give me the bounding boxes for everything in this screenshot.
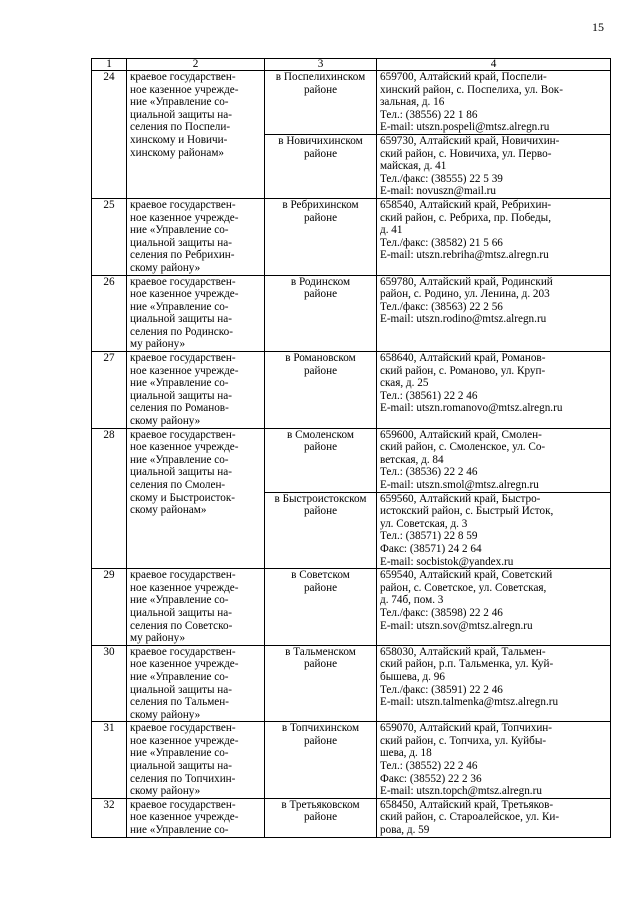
address-line: д. 41	[380, 224, 403, 237]
district-name: в Смоленском районе	[265, 428, 377, 492]
address-line: E-mail: socbistok@yandex.ru	[380, 555, 514, 568]
district-address	[377, 134, 611, 198]
district-address	[377, 569, 611, 646]
row-number: 29	[92, 569, 127, 646]
address-line: 658640, Алтайский край, Романов-	[380, 352, 546, 365]
organization-name: краевое государствен- ное казенное учрежде- ние «Управление со-	[127, 798, 265, 837]
table-row	[92, 569, 611, 646]
district-address	[377, 428, 611, 492]
district-address	[377, 722, 611, 799]
address-line: ский район, с. Староалейское, ул. Ки-	[380, 811, 560, 824]
table-row	[92, 198, 611, 275]
table-row	[92, 352, 611, 429]
address-line: 659540, Алтайский край, Советский	[380, 569, 553, 582]
district-address	[377, 71, 611, 135]
organization-name: краевое государствен- ное казенное учрежде- ние «Управление со- циальной защиты на- селения по Смолен- скому и Быстроисток- скому районам»	[127, 428, 265, 569]
address-line: Тел./факс: (38582) 21 5 66	[380, 236, 503, 249]
address-line: хинский район, с. Поспелиха, ул. Вок-	[380, 83, 563, 96]
address-line: ский район, с. Романово, ул. Круп-	[380, 364, 546, 377]
address-line: E-mail: utszn.rodino@mtsz.alregn.ru	[380, 313, 547, 326]
address-line: Факс: (38552) 22 2 36	[380, 772, 482, 785]
district-name: в Советском районе	[265, 569, 377, 646]
row-number: 31	[92, 722, 127, 799]
address-line: 659600, Алтайский край, Смолен-	[380, 428, 542, 441]
district-name: в Родинском районе	[265, 275, 377, 352]
district-address	[377, 798, 611, 837]
address-line: ский район, р.п. Тальменка, ул. Куй-	[380, 658, 554, 671]
organization-name: краевое государствен- ное казенное учрежде- ние «Управление со- циальной защиты на- селения по Поспели- хинскому и Новичи- хинскому районам»	[127, 71, 265, 199]
organization-name: краевое государствен- ное казенное учрежде- ние «Управление со- циальной защиты на- селения по Ребрихин- скому району»	[127, 198, 265, 275]
district-address	[377, 492, 611, 569]
address-line: ский район, с. Топчиха, ул. Куйбы-	[380, 734, 547, 747]
column-header: 3	[265, 59, 377, 71]
address-line: 659730, Алтайский край, Новичихин-	[380, 134, 560, 147]
organization-name: краевое государствен- ное казенное учрежде- ние «Управление со- циальной защиты на- селения по Топчихин- скому району»	[127, 722, 265, 799]
district-name: в Романовском районе	[265, 352, 377, 429]
district-name: в Третьяковском районе	[265, 798, 377, 837]
address-line: E-mail: utszn.romanovo@mtsz.alregn.ru	[380, 402, 563, 415]
address-line: Тел.: (38561) 22 2 46	[380, 389, 478, 402]
column-header: 1	[92, 59, 127, 71]
organization-name: краевое государствен- ное казенное учрежде- ние «Управление со- циальной защиты на- селения по Родинско- му району»	[127, 275, 265, 352]
district-name: в Тальменском районе	[265, 645, 377, 722]
address-line: 658450, Алтайский край, Третьяков-	[380, 798, 554, 811]
address-line: E-mail: utszn.talmenka@mtsz.alregn.ru	[380, 696, 559, 709]
address-line: Тел./факс: (38555) 22 5 39	[380, 172, 503, 185]
address-line: бышева, д. 96	[380, 670, 445, 683]
address-line: майская, д. 41	[380, 160, 447, 173]
address-line: 659070, Алтайский край, Топчихин-	[380, 722, 553, 735]
row-number: 32	[92, 798, 127, 837]
organization-name: краевое государствен- ное казенное учрежде- ние «Управление со- циальной защиты на- селения по Советско- му району»	[127, 569, 265, 646]
address-line: Тел.: (38556) 22 1 86	[380, 108, 478, 121]
district-address	[377, 198, 611, 275]
row-number: 25	[92, 198, 127, 275]
address-line: Тел.: (38571) 22 8 59	[380, 530, 478, 543]
row-number: 30	[92, 645, 127, 722]
address-line: 659560, Алтайский край, Быстро-	[380, 492, 541, 505]
organization-name: краевое государствен- ное казенное учрежде- ние «Управление со- циальной защиты на- селения по Тальмен- скому району»	[127, 645, 265, 722]
address-line: 658030, Алтайский край, Тальмен-	[380, 645, 546, 658]
address-line: E-mail: utszn.smol@mtsz.alregn.ru	[380, 479, 539, 491]
district-address	[377, 352, 611, 429]
address-line: рова, д. 59	[380, 824, 430, 837]
row-number: 24	[92, 71, 127, 199]
address-line: зальная, д. 16	[380, 96, 445, 109]
column-header: 2	[127, 59, 265, 71]
address-line: Тел./факс: (38598) 22 2 46	[380, 606, 503, 619]
district-name: в Ребрихинском районе	[265, 198, 377, 275]
district-name: в Поспелихинском районе	[265, 71, 377, 135]
table-row	[92, 275, 611, 352]
district-address	[377, 275, 611, 352]
row-number: 28	[92, 428, 127, 569]
address-line: Тел.: (38536) 22 2 46	[380, 466, 478, 479]
table-row	[92, 798, 611, 837]
address-line: ский район, с. Ребриха, пр. Победы,	[380, 211, 551, 224]
address-line: район, с. Советское, ул. Советская,	[380, 581, 547, 594]
address-line: E-mail: utszn.topch@mtsz.alregn.ru	[380, 785, 542, 798]
address-line: истокский район, с. Быстрый Исток,	[380, 505, 554, 518]
address-line: д. 74б, пом. 3	[380, 594, 444, 607]
row-number: 26	[92, 275, 127, 352]
address-line: 659700, Алтайский край, Поспели-	[380, 71, 547, 83]
address-line: ветская, д. 84	[380, 453, 444, 466]
address-line: Тел./факс: (38591) 22 2 46	[380, 683, 503, 696]
column-header: 4	[377, 59, 611, 71]
address-line: Факс: (38571) 24 2 64	[380, 542, 482, 555]
address-line: 658540, Алтайский край, Ребрихин-	[380, 198, 552, 211]
address-line: район, с. Родино, ул. Ленина, д. 203	[380, 288, 550, 301]
address-line: E-mail: novuszn@mail.ru	[380, 185, 496, 198]
district-address	[377, 645, 611, 722]
address-line: Тел./факс: (38563) 22 2 56	[380, 300, 503, 313]
page-number: 15	[592, 20, 604, 34]
address-line: ский район, с. Новичиха, ул. Перво-	[380, 147, 552, 160]
address-line: ский район, с. Смоленское, ул. Со-	[380, 441, 546, 454]
address-line: шева, д. 18	[380, 747, 432, 760]
address-line: 659780, Алтайский край, Родинский	[380, 275, 553, 288]
district-name: в Новичихинском районе	[265, 134, 377, 198]
address-line: E-mail: utszn.sov@mtsz.alregn.ru	[380, 619, 533, 632]
institutions-table	[91, 58, 611, 838]
address-line: E-mail: utszn.rebriha@mtsz.alregn.ru	[380, 249, 549, 262]
address-line: ская, д. 25	[380, 377, 429, 390]
table-row	[92, 722, 611, 799]
table-row	[92, 71, 611, 135]
table-row	[92, 645, 611, 722]
address-line: ул. Советская, д. 3	[380, 517, 468, 530]
organization-name: краевое государствен- ное казенное учрежде- ние «Управление со- циальной защиты на- селения по Романов- скому району»	[127, 352, 265, 429]
district-name: в Быстроистокском районе	[265, 492, 377, 569]
address-line: E-mail: utszn.pospeli@mtsz.alregn.ru	[380, 121, 550, 134]
table-row	[92, 428, 611, 492]
row-number: 27	[92, 352, 127, 429]
district-name: в Топчихинском районе	[265, 722, 377, 799]
address-line: Тел.: (38552) 22 2 46	[380, 760, 478, 773]
table-header-row	[92, 59, 611, 71]
